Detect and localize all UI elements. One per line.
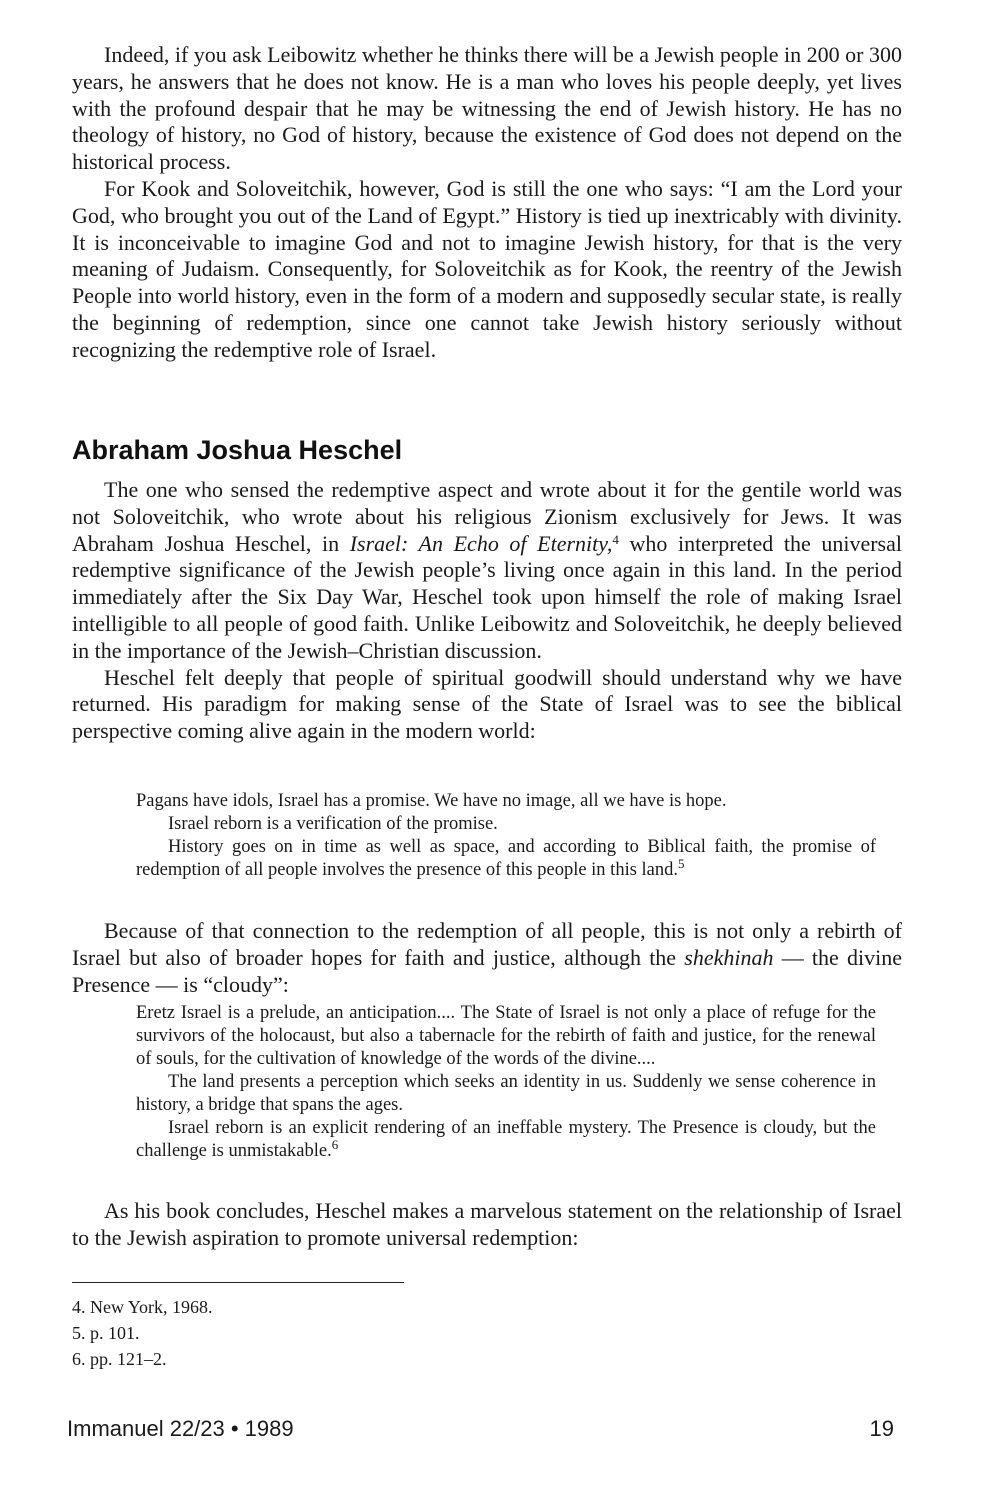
- quote-line: Eretz Israel is a prelude, an anticipation.... The State of Israel is not only a place of refuge for the survivors of the holocaust, but also a tabernacle for the rebirth of faith and justice, for the renewal of souls, for the cultivation of knowledge of the words of the divine....: [136, 1003, 876, 1069]
- quote-text: History goes on in time as well as space, and according to Biblical faith, the promise of redemption of all people involves the presence of this people in this land.: [136, 837, 876, 880]
- quote-line: [136, 836, 876, 882]
- footnote-ref: 6: [331, 1137, 339, 1152]
- page-footer: [67, 1416, 894, 1442]
- block-quote-2: [72, 1002, 902, 1163]
- body-text-heschel: [72, 477, 902, 745]
- quote-block: [136, 1002, 876, 1163]
- paragraph-text: — the divine Presence — is “cloudy”:: [72, 944, 902, 997]
- book-title: Israel: An Echo of Eternity,: [349, 530, 613, 556]
- footnote-ref: 5: [678, 856, 685, 871]
- term-shekhinah: shekhinah: [684, 944, 774, 970]
- paragraph-text: The one who sensed the redemptive aspect and wrote about it for the gentile world was not Soloveitchik, who wrote about his religious Zionism exclusively for Jews. It was Abraham Joshua Heschel, in: [72, 477, 902, 556]
- body-text-conclusion: [72, 1198, 902, 1252]
- footnote-6: 6. pp. 121–2.: [72, 1349, 167, 1369]
- journal-citation: Immanuel 22/23 • 1989: [67, 1416, 294, 1441]
- quote-line: Israel reborn is a verification of the promise.: [168, 814, 498, 834]
- page-number: 19: [869, 1416, 894, 1441]
- paragraph-kook-soloveitchik: For Kook and Soloveitchik, however, God is still the one who says: “I am the Lord your God, who brought you out of the Land of Egypt.” History is tied up inextricably with divinity. It is inconceivable to imagine God and not to imagine Jewish history, for that is the very meaning of Judaism. Consequently, for Soloveitchik as for Kook, the reentry of the Jewish People into world history, even in the form of a modern and supposedly secular state, is really the beginning of redemption, since one cannot take Jewish history seriously without recognizing the redemptive role of Israel.: [72, 175, 902, 362]
- paragraph-text: Because of that connection to the redemption of all people, this is not only a rebirth of Israel but also of broader hopes for faith and justice, although the: [72, 918, 902, 970]
- footnote-5: 5. p. 101.: [72, 1323, 140, 1343]
- footnote-ref: 4: [612, 531, 619, 547]
- body-text-rebirth: [72, 918, 902, 998]
- quote-line: The land presents a perception which seeks an identity in us. Suddenly we sense coherence in history, a bridge that spans the ages.: [136, 1072, 876, 1115]
- section-heading: Abraham Joshua Heschel: [72, 435, 403, 465]
- paragraph-text: who interpreted the universal redemptive significance of the Jewish people’s living once again in this land. In the period immediately after the Six Day War, Heschel took upon himself the role of making Israel intelligible to all people of good faith. Unlike Leibowitz and Soloveitchik, he deeply believed in the importance of the Jewish–Christian discussion.: [72, 530, 902, 663]
- paragraph-heschel-intro: [72, 477, 902, 665]
- quote-text: Israel reborn is an explicit rendering of an ineffable mystery. The Presence is cloudy, but the challenge is unmistakable.: [136, 1118, 876, 1161]
- section-heschel: [72, 434, 902, 466]
- footnotes: [72, 1294, 213, 1372]
- quote-line: Pagans have idols, Israel has a promise. We have no image, all we have is hope.: [136, 791, 727, 811]
- footnote-4: 4. New York, 1968.: [72, 1297, 213, 1317]
- paragraph-heschel-paradigm: Heschel felt deeply that people of spiritual goodwill should understand why we have returned. His paradigm for making sense of the State of Israel was to see the biblical perspective coming alive again in the modern world:: [72, 664, 902, 744]
- body-text-top: [72, 42, 902, 364]
- footnote-divider: [72, 1282, 404, 1283]
- quote-line: [136, 1117, 876, 1163]
- paragraph-rebirth: [72, 918, 902, 998]
- paragraph-leibowitz: Indeed, if you ask Leibowitz whether he thinks there will be a Jewish people in 200 or 300 years, he answers that he does not know. He is a man who loves his people deeply, yet lives with the profound despair that he may be witnessing the end of Jewish history. He has no theology of history, no God of history, because the existence of God does not depend on the historical process.: [72, 42, 902, 175]
- quote-block: [136, 790, 876, 882]
- block-quote-1: [72, 790, 902, 882]
- paragraph-conclusion: As his book concludes, Heschel makes a marvelous statement on the relationship of Israel to the Jewish aspiration to promote universal redemption:: [72, 1198, 902, 1250]
